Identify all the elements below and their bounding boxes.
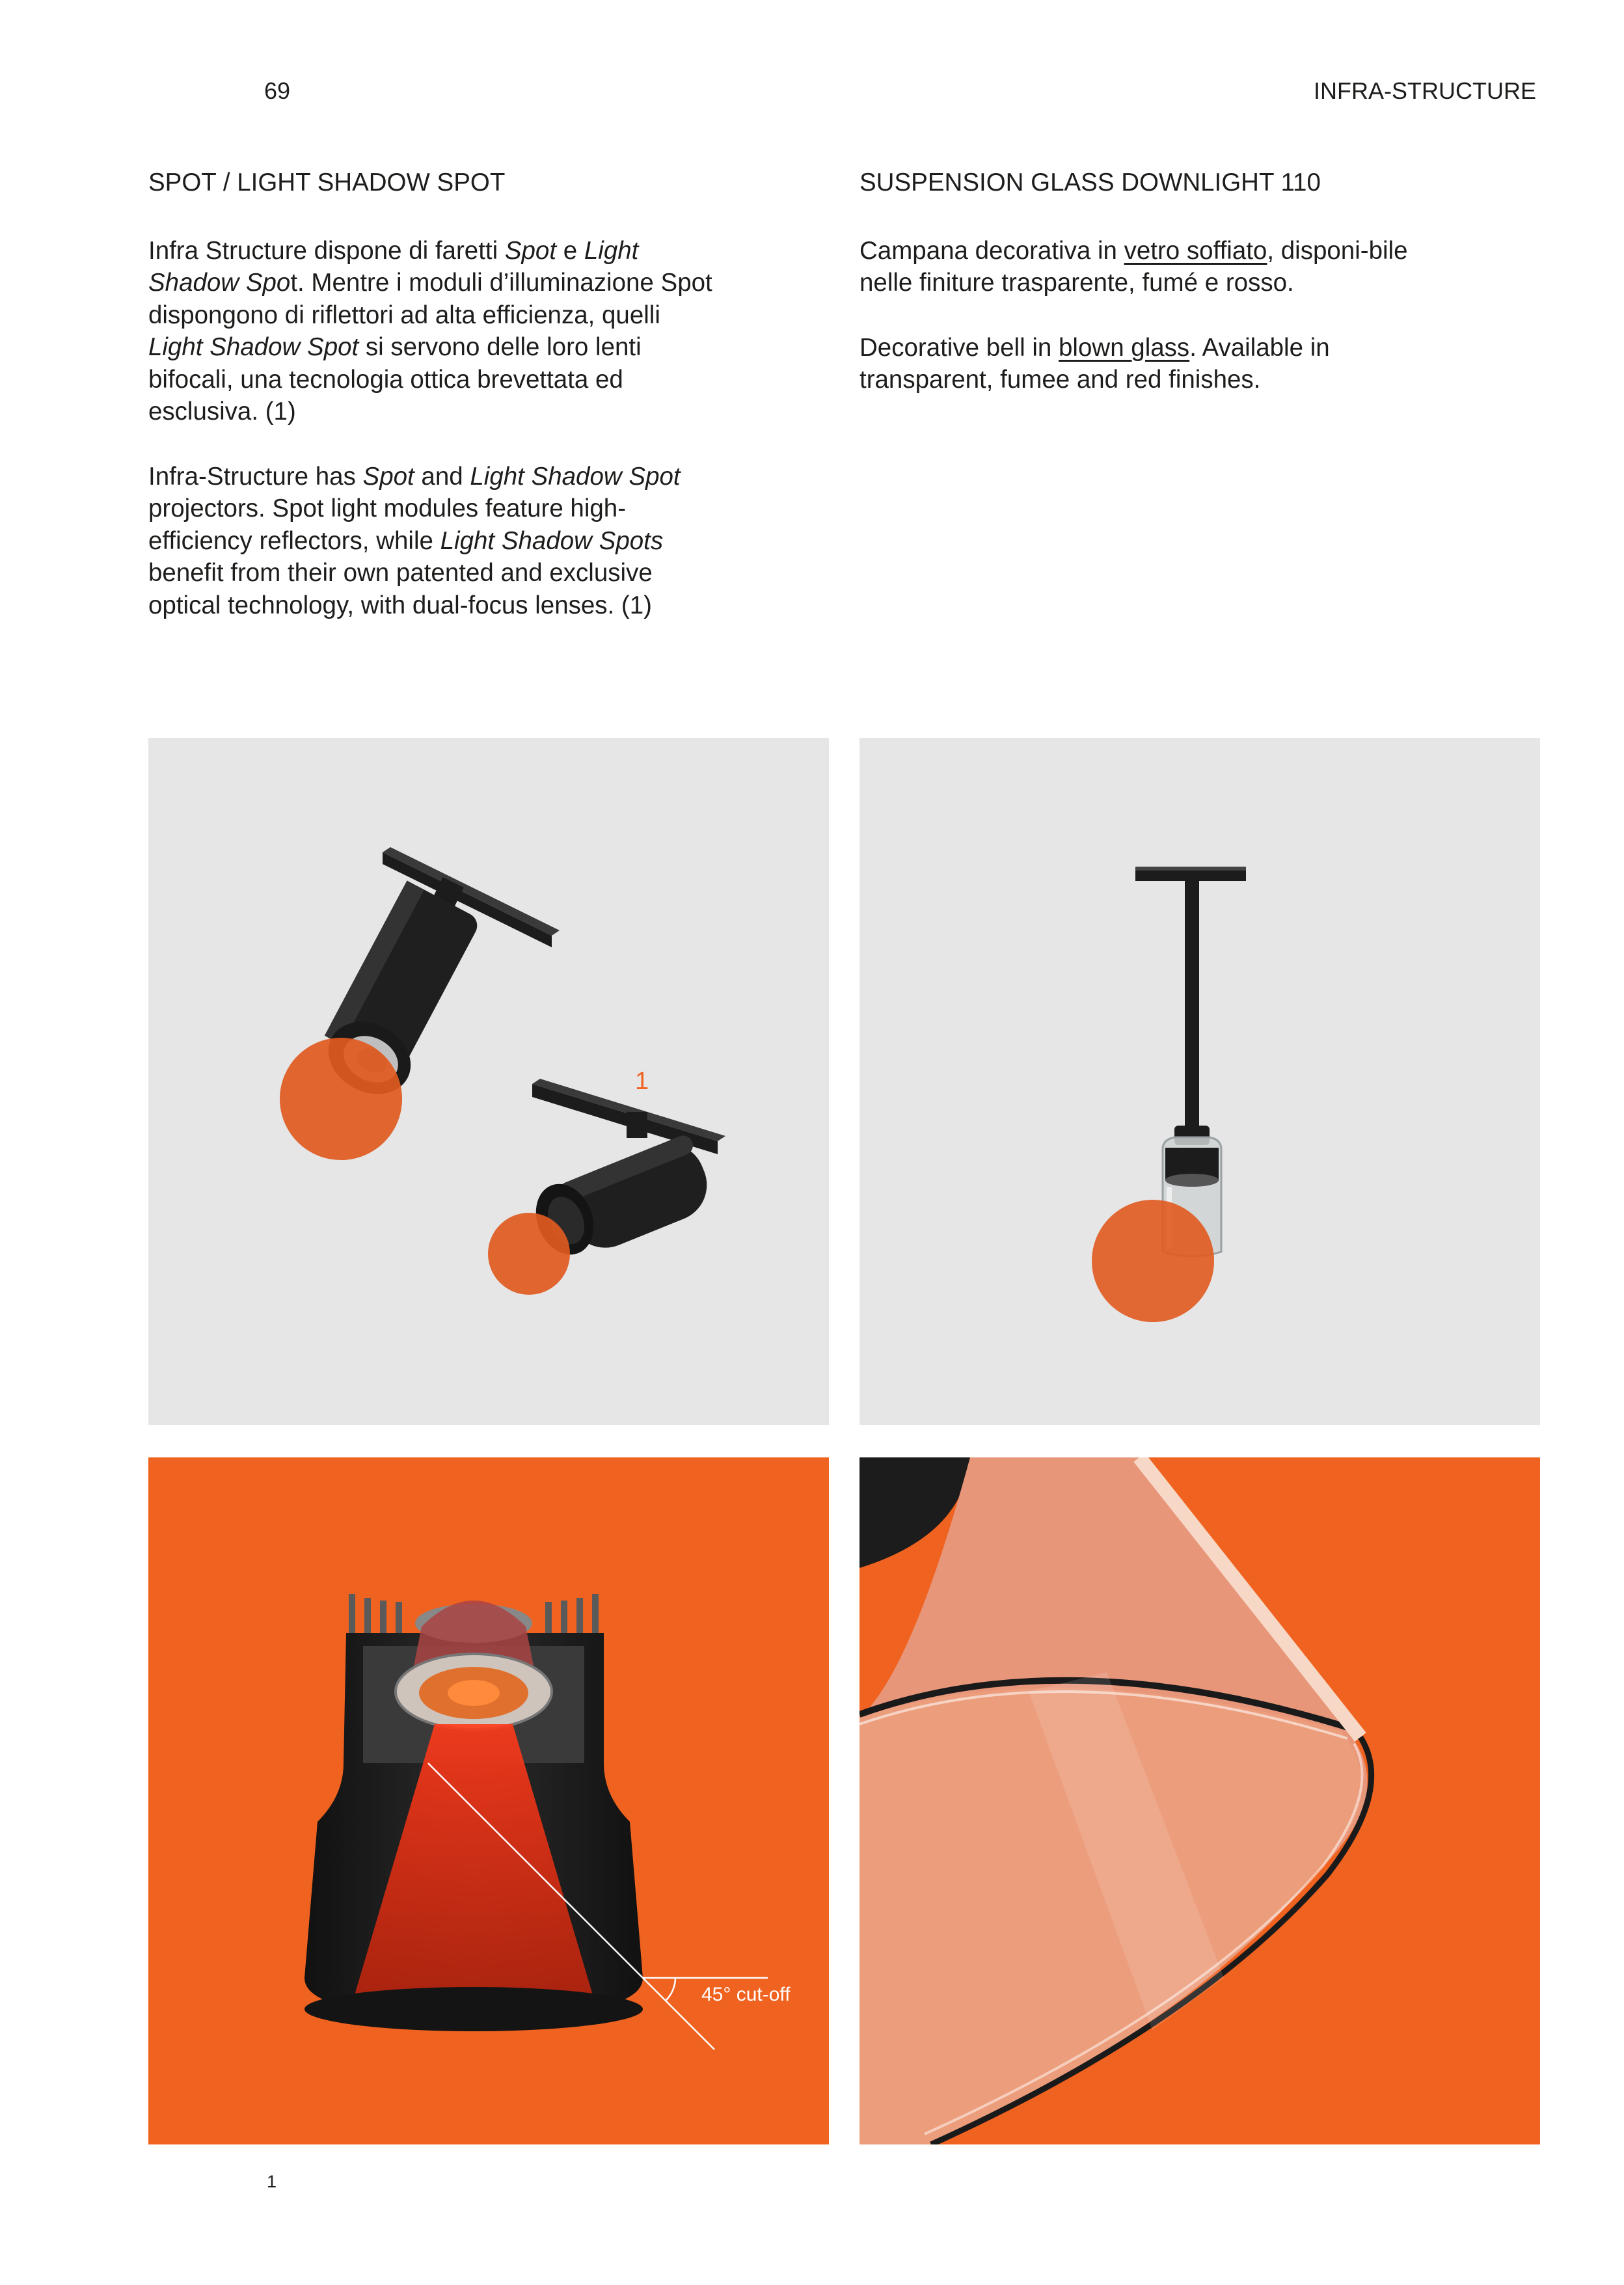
spot-products-panel	[148, 738, 829, 1425]
glass-closeup-illustration	[859, 1457, 1540, 2144]
downlight-description-en: Decorative bell in blown glass. Available in transparent, fumee and red finishes.	[859, 333, 1330, 394]
small-spot-dot	[488, 1213, 570, 1295]
downlight-heading: SUSPENSION GLASS DOWNLIGHT 110	[859, 169, 1321, 196]
spot-description-en: Infra-Structure has Spot and Light Shadow Spot projectors. Spot light modules feature high-efficiency reflectors, while Light Shadow Spots benefit from their own patented and exclusive optical technology, with dual-focus lenses. (1)	[148, 462, 681, 619]
downlight-image	[1135, 867, 1246, 1256]
vetro-soffiato-link[interactable]: vetro soffiato	[1124, 236, 1267, 265]
downlight-description-it: Campana decorativa in vetro soffiato, disponi-bile nelle finiture trasparente, fumé e rosso.	[859, 236, 1408, 297]
spot-heading: SPOT / LIGHT SHADOW SPOT	[148, 169, 506, 196]
page-number: 69	[264, 77, 291, 104]
glass-closeup-panel	[859, 1457, 1540, 2144]
left-text-column	[148, 170, 714, 621]
footnote-marker: 1	[267, 2172, 277, 2191]
spot-description-it: Infra Structure dispone di faretti Spot e Light Shadow Spot. Mentre i moduli d’illuminazione Spot dispongono di riflettori ad alta efficienza, quelli Light Shadow Spot si servono delle loro lenti bifocali, una tecnologia ottica brevettata ed esclusiva. (1)	[148, 236, 712, 426]
large-spot-dot	[280, 1038, 402, 1160]
cutaway-image	[304, 1594, 643, 2031]
downlight-illustration	[859, 738, 1540, 1425]
right-text-column	[859, 170, 1432, 396]
spot-marker-label: 1	[635, 1068, 649, 1095]
blown-glass-link[interactable]: blown glass	[1059, 333, 1190, 362]
cutaway-panel	[148, 1457, 829, 2144]
cutoff-label: 45° cut-off	[701, 1984, 791, 2005]
cutaway-illustration	[148, 1457, 829, 2144]
section-title: INFRA-STRUCTURE	[1314, 77, 1536, 104]
glass-closeup-image	[859, 1457, 1372, 2144]
downlight-dot	[1092, 1200, 1214, 1322]
spot-products-illustration	[148, 738, 829, 1425]
downlight-product-panel	[859, 738, 1540, 1425]
